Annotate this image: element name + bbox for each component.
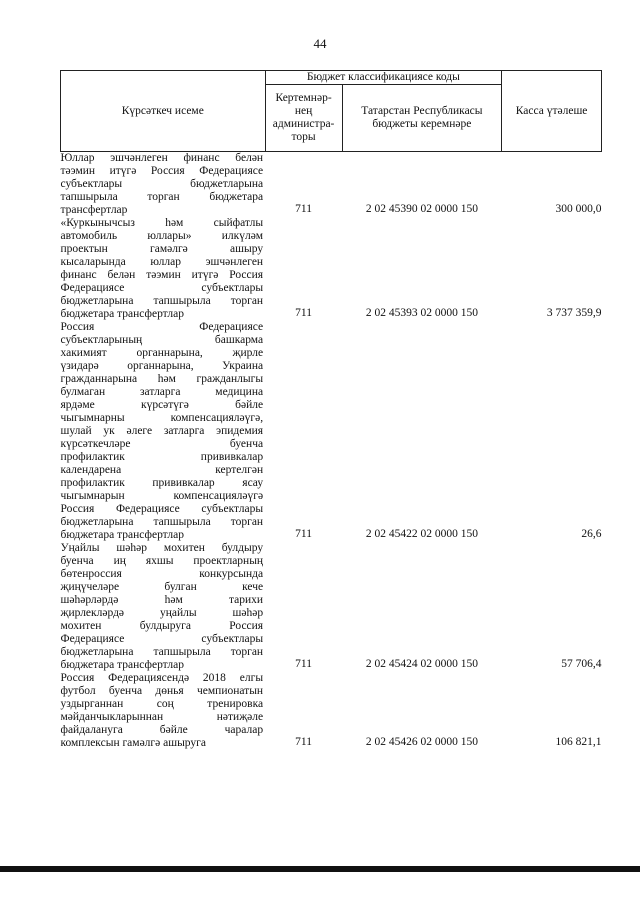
revenue-code-cell: 2 02 45426 02 0000 150	[365, 736, 478, 748]
indicator-name-line: бюджетларына тапшырыла торган	[60, 646, 264, 658]
indicator-name-line: булмаган затларга медицина	[60, 386, 264, 398]
indicator-name-line: үзидарә органнарына, Украина	[60, 360, 264, 372]
administrator-code-cell: 711	[295, 307, 312, 319]
indicator-name-line: бюджетара трансфертлар	[60, 659, 185, 671]
indicator-name-line: уздырганнан соң тренировка	[60, 698, 264, 710]
indicator-name-line: «Куркынычсыз һәм сыйфатлы	[60, 217, 264, 229]
indicator-name-line: Россия Федерациясе субъектлары	[60, 503, 264, 515]
indicator-name-line: җиңүчеләре булган кече	[60, 581, 264, 593]
indicator-name-line: Россия Федерациясендә 2018 елгы	[60, 672, 264, 684]
indicator-name-line: мохитен булдыруга Россия	[60, 620, 264, 632]
administrator-code-cell: 711	[295, 203, 312, 215]
header-budget-classification: Бюджет классификациясе коды	[265, 71, 502, 85]
revenue-code-cell: 2 02 45390 02 0000 150	[365, 203, 478, 215]
indicator-name-line: буенча иң яхшы проектларның	[60, 555, 264, 567]
table-row	[61, 672, 602, 750]
cash-execution-amount-cell: 57 706,4	[561, 658, 602, 670]
indicator-name-line: җирлекләрдә уңайлы шәһәр	[60, 607, 264, 619]
indicator-name-line: проектын гамәлгә ашыру	[60, 243, 264, 255]
indicator-name-line: чыгымнарын компенсацияләүгә	[60, 490, 264, 502]
indicator-name-line: тапшырыла торган бюджетара	[60, 191, 264, 203]
table-row	[61, 217, 602, 321]
bottom-border-rule	[0, 866, 640, 872]
administrator-code-cell: 711	[295, 658, 312, 670]
indicator-name-line: Федерациясе субъектлары	[60, 282, 264, 294]
indicator-name-line: бюджетара трансфертлар	[60, 308, 185, 320]
revenue-code-cell: 2 02 45424 02 0000 150	[365, 658, 478, 670]
indicator-name-line: Юллар эшчәнлеген финанс белән	[60, 152, 264, 164]
indicator-name-line: Федерациясе субъектлары	[60, 633, 264, 645]
table-row	[61, 321, 602, 542]
indicator-name-line: субъектларының башкарма	[60, 334, 264, 346]
header-indicator-name: Күрсәткеч исеме	[61, 71, 266, 152]
indicator-name-line: мәйданчыкларыннан нәтиҗәле	[60, 711, 264, 723]
indicator-name-line: тәэмин итүгә Россия Федерациясе	[60, 165, 264, 177]
indicator-name-line: күрсәткечләре буенча	[60, 438, 264, 450]
indicator-name-line: шулай ук әлеге затларга эпидемия	[60, 425, 264, 437]
administrator-code-cell: 711	[295, 736, 312, 748]
indicator-name-line: автомобиль юллары» илкүләм	[60, 230, 264, 242]
indicator-name-line: бюджетларына тапшырыла торган	[60, 516, 264, 528]
indicator-name-line: Россия Федерациясе	[60, 321, 264, 333]
header-revenue-administrator: Кертемнәр-нең администра-торы	[265, 85, 342, 152]
table-row	[61, 542, 602, 672]
indicator-name-line: хакимият органнарына, җирле	[60, 347, 264, 359]
indicator-name-line: профилактик прививкалар ясау	[60, 477, 264, 489]
indicator-name-line: профилактик прививкалар	[60, 451, 264, 463]
budget-table	[60, 70, 602, 750]
table-row	[61, 152, 602, 218]
indicator-name-line: шәһәрләрдә һәм тарихи	[60, 594, 264, 606]
indicator-name-line: календарена кертелгән	[60, 464, 264, 476]
indicator-name-line: субъектлары бюджетларына	[60, 178, 264, 190]
revenue-code-cell: 2 02 45422 02 0000 150	[365, 528, 478, 540]
indicator-name-cell	[61, 542, 266, 672]
indicator-name-line: футбол буенча дөнья чемпионатын	[60, 685, 264, 697]
cash-execution-amount-cell: 3 737 359,9	[546, 307, 602, 319]
table-body	[61, 152, 602, 751]
indicator-name-cell	[61, 321, 266, 542]
indicator-name-line: трансфертлар	[60, 204, 128, 216]
table-header	[61, 71, 602, 152]
indicator-name-line: Уңайлы шәһәр мохитен булдыру	[60, 542, 264, 554]
indicator-name-line: бюджетара трансфертлар	[60, 529, 185, 541]
indicator-name-line: комплексын гамәлгә ашыруга	[60, 737, 206, 749]
indicator-name-cell	[61, 152, 266, 218]
indicator-name-cell	[61, 217, 266, 321]
indicator-name-line: финанс белән тәэмин итүгә Россия	[60, 269, 264, 281]
indicator-name-line: гражданнарына һәм гражданлыгы	[60, 373, 264, 385]
indicator-name-line: ярдәме күрсәтүгә бәйле	[60, 399, 264, 411]
indicator-name-line: файдалануга бәйле чаралар	[60, 724, 264, 736]
revenue-code-cell: 2 02 45393 02 0000 150	[365, 307, 478, 319]
indicator-name-line: кысаларында юллар эшчәнлеген	[60, 256, 264, 268]
indicator-name-cell	[61, 672, 266, 750]
administrator-code-cell: 711	[295, 528, 312, 540]
header-cash-execution: Касса үтәлеше	[502, 71, 602, 152]
cash-execution-amount-cell: 106 821,1	[555, 736, 602, 748]
indicator-name-line: бюджетларына тапшырыла торган	[60, 295, 264, 307]
indicator-name-line: бөтенроссия конкурсында	[60, 568, 264, 580]
header-tatarstan-revenues: Татарстан Республикасы бюджеты керемнәре	[342, 85, 502, 152]
indicator-name-line: чыгымнарны компенсацияләүгә,	[60, 412, 264, 424]
cash-execution-amount-cell: 300 000,0	[555, 203, 602, 215]
cash-execution-amount-cell: 26,6	[581, 528, 602, 540]
page-number: 44	[313, 36, 327, 51]
